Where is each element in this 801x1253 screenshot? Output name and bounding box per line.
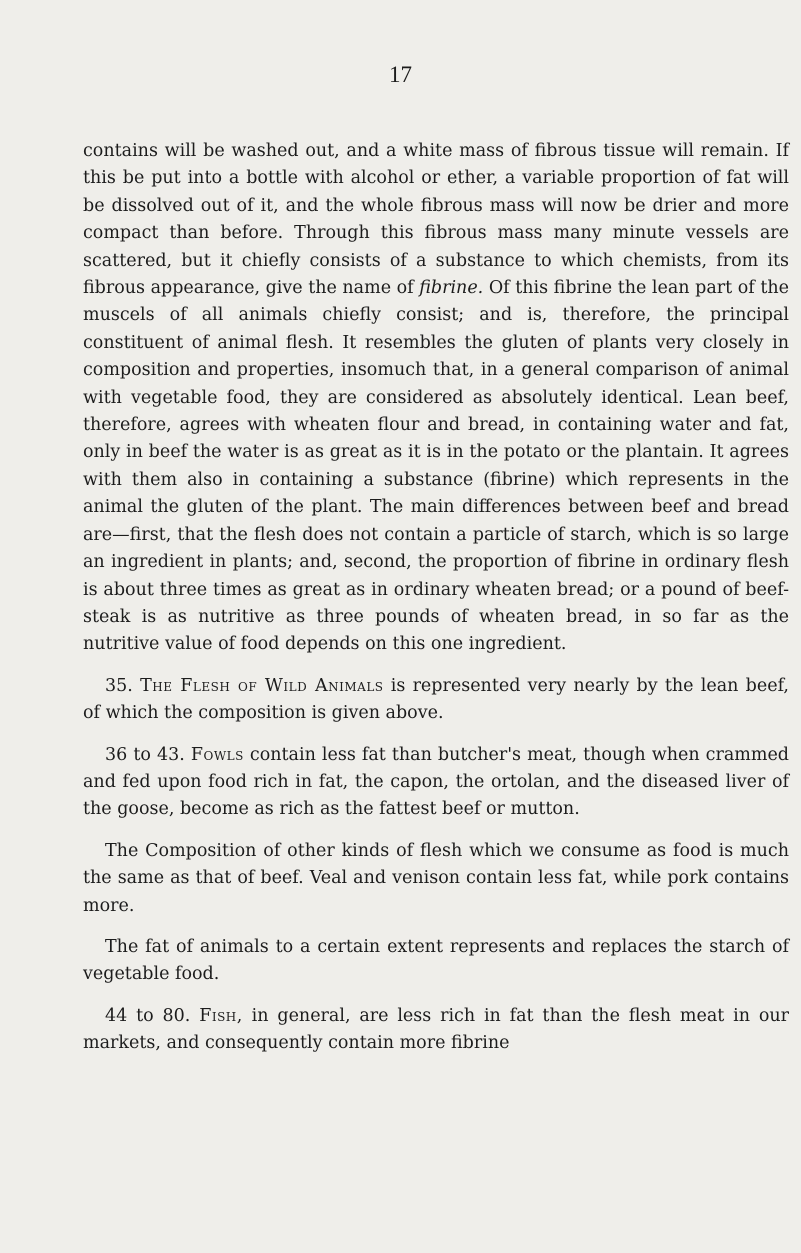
section-heading: The Flesh of Wild Animals bbox=[140, 675, 384, 696]
section-number: 44 to 80. bbox=[105, 1005, 191, 1026]
paragraph-fowls bbox=[83, 742, 789, 824]
section-heading: Fowls bbox=[190, 744, 244, 765]
paragraph-text: in general, are less rich in fat than the flesh meat in our markets, and consequently contain more fibrine bbox=[83, 1005, 789, 1054]
body-text bbox=[83, 138, 789, 1058]
page-number: 17 bbox=[389, 62, 412, 87]
paragraph-text: is represented very nearly by the lean beef, of which the composition is given above. bbox=[83, 675, 789, 724]
paragraph-other-flesh bbox=[83, 838, 789, 920]
paragraph-fibrine bbox=[83, 138, 789, 659]
section-number: 35. bbox=[105, 675, 133, 696]
paragraph-fish bbox=[83, 1003, 789, 1058]
paragraph-text: Of this fibrine the lean part of the muscels of all animals chiefly consist; and is, therefore, the principal constituent of animal flesh. It resembles the gluten of plants very closely in composition and properties, insomuch that, in a general comparison of animal with vegetable food, they are considered as absolutely identical. Lean beef, therefore, agrees with wheaten flour and bread, in containing water and fat, only in beef the water is as great as it is in the potato or the plantain. It agrees with them also in containing a substance (fibrine) which represents in the animal the gluten of the plant. The main differences between beef and bread are—first, that the flesh does not contain a particle of starch, which is so large an ingredient in plants; and, second, the proportion of fibrine in ordinary flesh is about three times as great as in ordinary wheaten bread; or a pound of beef-steak is as nutritive as three pounds of wheaten bread, in so far as the nutritive value of food depends on this one ingredient. bbox=[83, 278, 789, 655]
paragraph-wild-animals bbox=[83, 673, 789, 728]
paragraph-animal-fat bbox=[83, 934, 789, 989]
paragraph-text: contain less fat than butcher's meat, though when crammed and fed upon food rich in fat, the capon, the ortolan, and the diseased liver of the goose, become as rich as the fattest beef or mutton. bbox=[83, 744, 790, 820]
paragraph-text: The Composition of other kinds of flesh which we consume as food is much the same as that of beef. Veal and venison contain less fat, while pork contains more. bbox=[83, 840, 789, 916]
emphasis-term: fibrine. bbox=[419, 278, 484, 299]
paragraph-text: contains will be washed out, and a white mass of fibrous tissue will remain. If this be put into a bottle with alcohol or ether, a variable proportion of fat will be dissolved out of it, and the whole fibrous mass will now be drier and more compact than before. Through this fibrous mass many minute vessels are scattered, but it chiefly consists of a substance to which chemists, from its fibrous appearance, give the name of bbox=[83, 141, 789, 299]
paragraph-text: The fat of animals to a certain extent represents and replaces the starch of vegetable food. bbox=[83, 936, 789, 985]
section-number: 36 to 43. bbox=[105, 744, 185, 765]
section-heading: Fish, bbox=[199, 1005, 243, 1026]
